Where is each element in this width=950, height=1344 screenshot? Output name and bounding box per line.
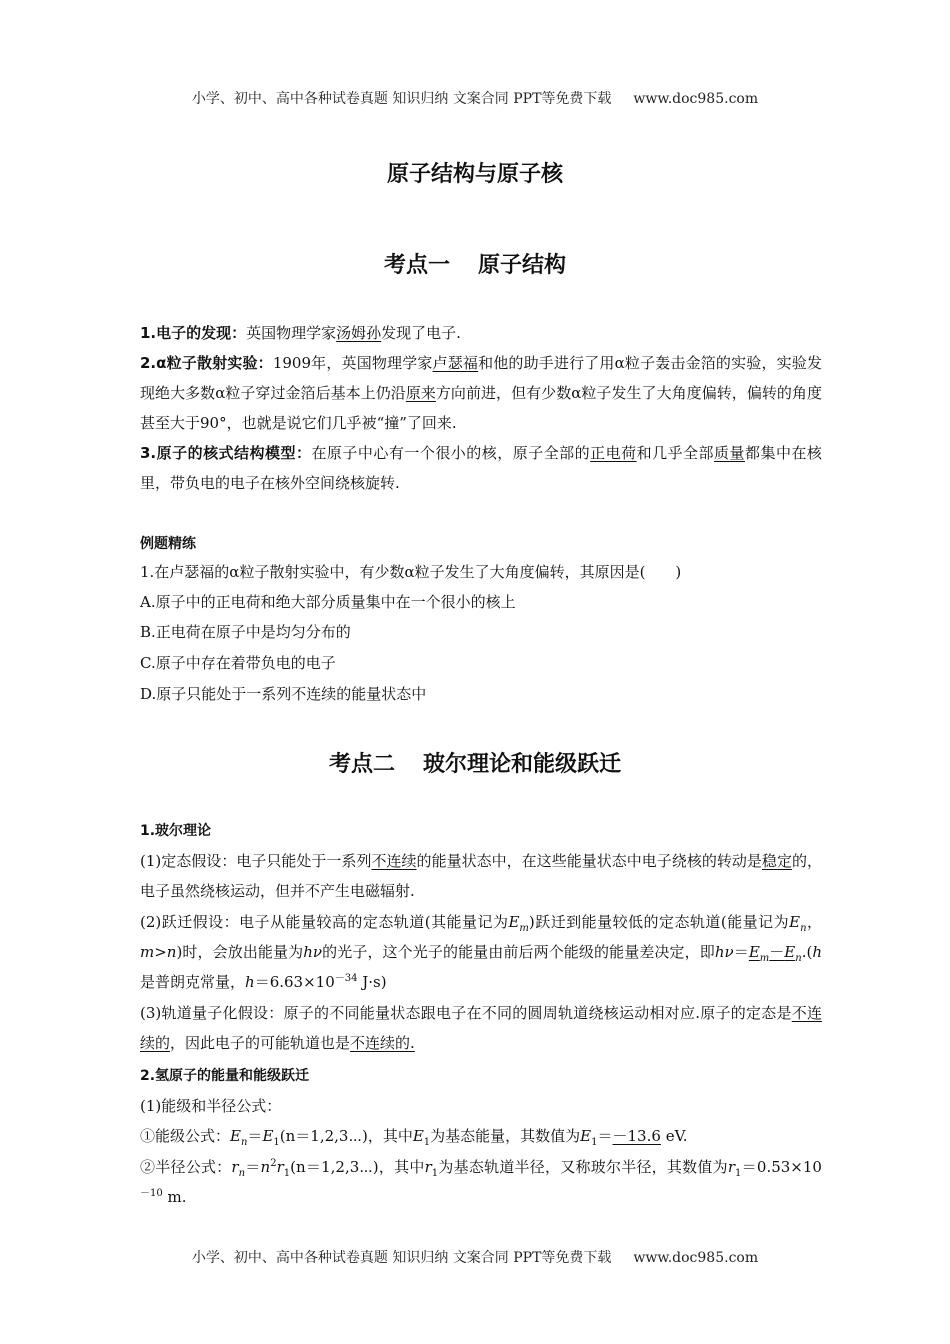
s1-p3-underlined-2: 质量 [714,444,745,462]
a3-text: (3)轨道量子化假设：原子的不同能量状态跟电子在不同的圆周轨道绕核运动相对应.原子的定态是 [140,1004,792,1022]
a2-energy-difference: $E_m-E_n$ [748,943,802,964]
radius-formula: ②半径公式：$r_n=n^2r_1(n=1,2,3\cdots)$，其中$r_1$为基态轨道半径，又称玻尔半径，其数值为$r_1=0.53\times 10^{-10}$ m. [140,1158,822,1206]
a2-unit: J·s) [357,973,387,991]
a2-condition: m>n [140,943,177,961]
f1-label: ①能级公式： [140,1127,231,1145]
a2-photon-energy: hν [303,943,323,961]
f2-label: ②半径公式： [140,1158,232,1176]
s1-p3-underlined-1: 正电荷 [590,444,637,462]
s1-p1-underlined: 汤姆孙 [336,324,382,342]
a3-underlined-2: 不连续的. [350,1034,415,1052]
s1-p2-underlined-1: 卢瑟福 [432,354,479,372]
s2-assumption-2: (2)跃迁假设：电子从能量较高的定态轨道(其能量记为$E_m$)跃迁到能量较低的定态轨道(能量记为$E_n$，m>n)时，会放出能量为hν的光子，这个光子的能量由前后两个能级的能量差决定，即$h\nu=E_m-E_n.(h$是普朗克常量，$h=6.63\times 10^{-34}$ J·s) [140,913,822,991]
a2-text-7: .( [801,943,813,961]
a2-h-2: h [245,973,255,991]
s1-p2-text-mid: 和他的助手进行了用α粒子轰击金箔的实验，实验发现绝大多数α粒子穿过金箔后基本上仍沿 [140,354,822,402]
page-header [0,88,950,108]
page-footer [0,1247,950,1267]
s1-p3-label: 3.原子的核式结构模型： [140,444,312,462]
a2-text-2: )跃迁到能量较低的定态轨道(能量记为 [528,913,790,931]
question-1: 1.在卢瑟福的α粒子散射实验中，有少数α粒子发生了大角度偏转，其原因是( ) [140,563,682,581]
s1-p2-text-end: 方向前进，但有少数α粒子发生了大角度偏转，偏转的角度甚至大于90°，也就是说它们几乎被“撞”了回来. [140,384,822,432]
f2-equals-2: ＝ [741,1158,757,1176]
f2-exponent: －10 [140,1188,163,1199]
a2-text-8: 是普朗克常量， [140,973,246,991]
s2-heading-bohr: 1.玻尔理论 [140,823,212,839]
energy-formula: ①能级公式：$E_n=E_1(n=1,2,3\cdots)$，其中$E_1$为基态能量，其数值为$E_1=-13.6$ eV. [140,1127,688,1148]
f2-text-2: 为基态轨道半径，又称玻尔半径，其数值为 [438,1158,728,1176]
a1-text: (1)定态假设：电子只能处于一系列 [140,852,372,870]
a2-text-6: 的光子，这个光子的能量由前后两个能级的能量差决定，即 [322,943,715,961]
option-d[interactable]: D.原子只能处于一系列不连续的能量状态中 [140,685,427,703]
a2-planck-value: ＝6.63×10 [254,973,335,991]
f2-args: (n＝1,2,3⋯) [290,1158,379,1176]
f2-unit: m. [162,1188,187,1206]
a1-text-end: 的，电子虽然绕核运动，但并不产生电磁辐射. [140,852,822,900]
s1-p2-label: 2.α粒子散射实验： [140,354,273,372]
document-title: 原子结构与原子核 [386,162,563,187]
f2-equals: ＝ [245,1158,261,1176]
f1-equals-2: ＝ [597,1127,613,1145]
a2-text-1: (2)跃迁假设：电子从能量较高的定态轨道(其能量记为 [140,913,509,931]
section2-heading [0,747,950,778]
s1-p2-text: 1909年，英国物理学家 [272,354,433,372]
a1-text-mid: 的能量状态中，在这些能量状态中电子绕核的转动是 [416,852,762,870]
f2-value: 0.53×10 [756,1158,822,1176]
section1-heading [0,248,950,279]
header-url[interactable]: www.doc985.com [633,91,759,107]
footer-url[interactable]: www.doc985.com [633,1250,759,1266]
option-b[interactable]: B.正电荷在原子中是均匀分布的 [140,623,351,641]
f1-equals: ＝ [247,1127,263,1145]
a2-equals: ＝ [733,943,749,961]
section2-number: 考点二 [328,752,395,777]
a2-text-5: )时，会放出能量为 [176,943,304,961]
a3-text-mid: ，因此电子的可能轨道也是 [170,1034,351,1052]
a2-minus: － [769,943,785,961]
f1-text: ，其中 [367,1127,413,1145]
s1-p3-text: 在原子中心有一个很小的核，原子全部的 [311,444,591,462]
a2-exponent: －34 [334,973,358,984]
s2-assumption-1 [140,846,822,906]
a3-underlined-1: 不连续的 [140,1004,822,1052]
f1-text-2: 为基态能量，其数值为 [430,1127,581,1145]
a1-underlined-2: 稳定 [761,852,792,870]
s1-paragraph-3 [140,438,822,498]
section1-name: 原子结构 [478,253,567,278]
header-text: 小学、初中、高中各种试卷真题 知识归纳 文案合同 PPT等免费下载 [191,91,612,107]
example-title: 例题精练 [140,536,196,552]
a2-hv: hν [714,943,734,961]
s1-paragraph-2 [140,348,822,438]
a2-text-3: ， [806,913,822,931]
f1-args: (n＝1,2,3⋯) [279,1127,368,1145]
f1-unit: eV. [660,1127,688,1145]
s1-p2-underlined-2: 原来 [405,384,436,402]
option-a[interactable]: A.原子中的正电荷和绝大部分质量集中在一个很小的核上 [140,593,516,611]
a1-underlined-1: 不连续 [371,852,417,870]
s1-p1-label: 1.电子的发现： [140,324,247,342]
s1-p1-text: 英国物理学家 [246,324,337,342]
f2-text: ，其中 [378,1158,425,1176]
s2-heading-hydrogen: 2.氢原子的能量和能级跃迁 [140,1068,310,1084]
option-c[interactable]: C.原子中存在着带负电的电子 [140,654,336,672]
s1-paragraph-1 [140,318,822,348]
section1-number: 考点一 [383,253,450,278]
s1-p3-text-end: 都集中在核里，带负电的电子在核外空间绕核旋转. [140,444,822,492]
footer-text: 小学、初中、高中各种试卷真题 知识归纳 文案合同 PPT等免费下载 [191,1250,612,1266]
s2-assumption-3 [140,998,822,1058]
s1-p3-text-mid: 和几乎全部 [636,444,715,462]
section2-name: 玻尔理论和能级跃迁 [423,752,622,777]
s1-p1-text-end: 发现了电子. [381,324,461,342]
f1-value: －13.6 [612,1127,661,1145]
s2-formula-intro: (1)能级和半径公式： [140,1097,282,1115]
a2-h: h [812,943,822,961]
